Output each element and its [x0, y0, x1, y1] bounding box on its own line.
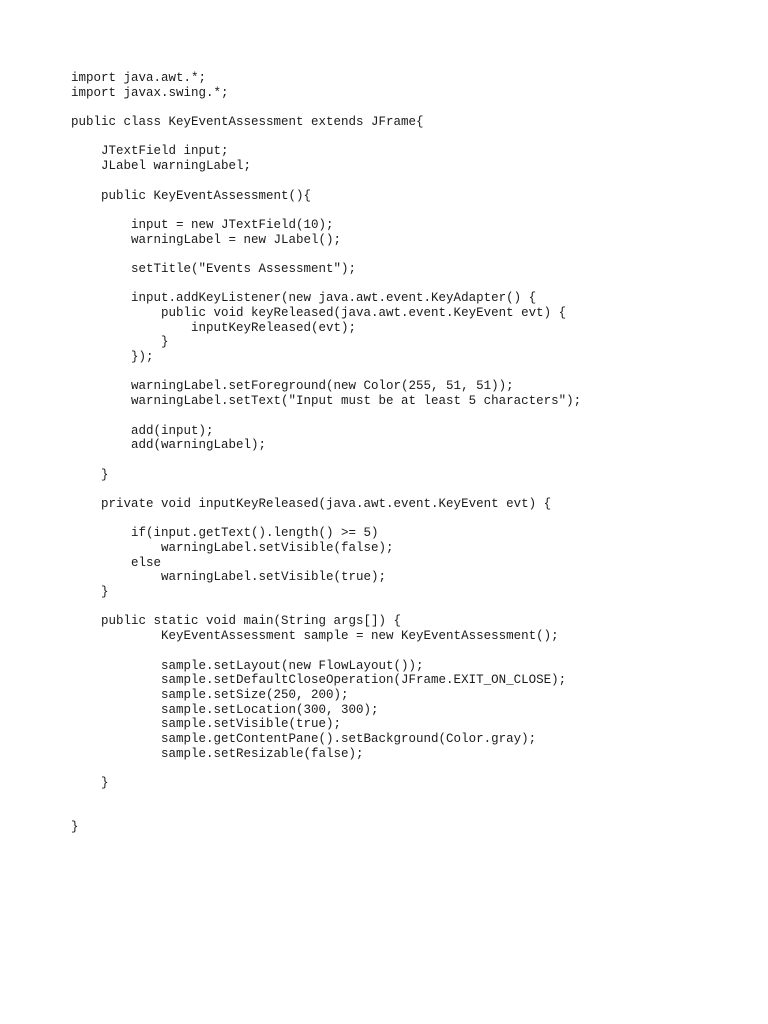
code-line	[71, 174, 581, 189]
code-line: input.addKeyListener(new java.awt.event.KeyAdapter() {	[71, 291, 537, 306]
code-line: JLabel warningLabel;	[71, 159, 252, 174]
code-line	[71, 644, 581, 659]
code-line: warningLabel.setText("Input must be at least 5 characters");	[71, 394, 582, 409]
code-line: if(input.getText().length() >= 5)	[71, 526, 379, 541]
code-line: warningLabel.setVisible(true);	[71, 570, 387, 585]
code-line: public KeyEventAssessment(){	[71, 188, 312, 203]
code-line: sample.getContentPane().setBackground(Color.gray);	[71, 731, 537, 746]
code-line	[71, 791, 581, 806]
code-line: sample.setLayout(new FlowLayout());	[71, 658, 424, 673]
code-listing	[71, 71, 581, 835]
code-line	[71, 409, 581, 424]
code-line	[71, 600, 581, 615]
code-line: public static void main(String args[]) {	[71, 614, 402, 629]
code-line: sample.setSize(250, 200);	[71, 687, 349, 702]
code-line: private void inputKeyReleased(java.awt.event.KeyEvent evt) {	[71, 496, 552, 511]
code-line: add(warningLabel);	[71, 438, 267, 453]
code-line: }	[71, 467, 109, 482]
code-line: KeyEventAssessment sample = new KeyEventAssessment();	[71, 629, 559, 644]
code-line: sample.setResizable(false);	[71, 746, 364, 761]
code-line	[71, 203, 581, 218]
code-line	[71, 482, 581, 497]
code-line: public void keyReleased(java.awt.event.KeyEvent evt) {	[71, 306, 567, 320]
code-line	[71, 761, 581, 776]
code-line: JTextField input;	[71, 144, 229, 159]
code-line: }	[71, 776, 109, 790]
code-line: public class KeyEventAssessment extends JFrame{	[71, 115, 424, 130]
code-line: else	[71, 555, 162, 570]
code-line: }	[71, 585, 109, 600]
code-line: input = new JTextField(10);	[71, 217, 334, 232]
code-line: sample.setLocation(300, 300);	[71, 702, 379, 717]
code-line	[71, 512, 581, 527]
code-line: add(input);	[71, 423, 214, 438]
code-line: sample.setDefaultCloseOperation(JFrame.EXIT_ON_CLOSE);	[71, 673, 567, 688]
code-line: });	[71, 350, 154, 365]
code-line	[71, 805, 581, 820]
code-line: }	[71, 820, 79, 835]
code-line: setTitle("Events Assessment");	[71, 261, 357, 276]
code-line	[71, 130, 581, 145]
code-line	[71, 247, 581, 262]
code-line: sample.setVisible(true);	[71, 717, 342, 732]
code-line: import java.awt.*;	[71, 71, 207, 85]
code-line	[71, 277, 581, 292]
code-line	[71, 365, 581, 380]
code-line: warningLabel.setVisible(false);	[71, 541, 394, 555]
code-line: inputKeyReleased(evt);	[71, 320, 357, 335]
code-line: import javax.swing.*;	[71, 85, 229, 100]
code-line	[71, 100, 581, 115]
code-line: }	[71, 335, 169, 350]
code-line	[71, 453, 581, 468]
code-line: warningLabel = new JLabel();	[71, 232, 342, 247]
code-line: warningLabel.setForeground(new Color(255, 51, 51));	[71, 379, 514, 394]
